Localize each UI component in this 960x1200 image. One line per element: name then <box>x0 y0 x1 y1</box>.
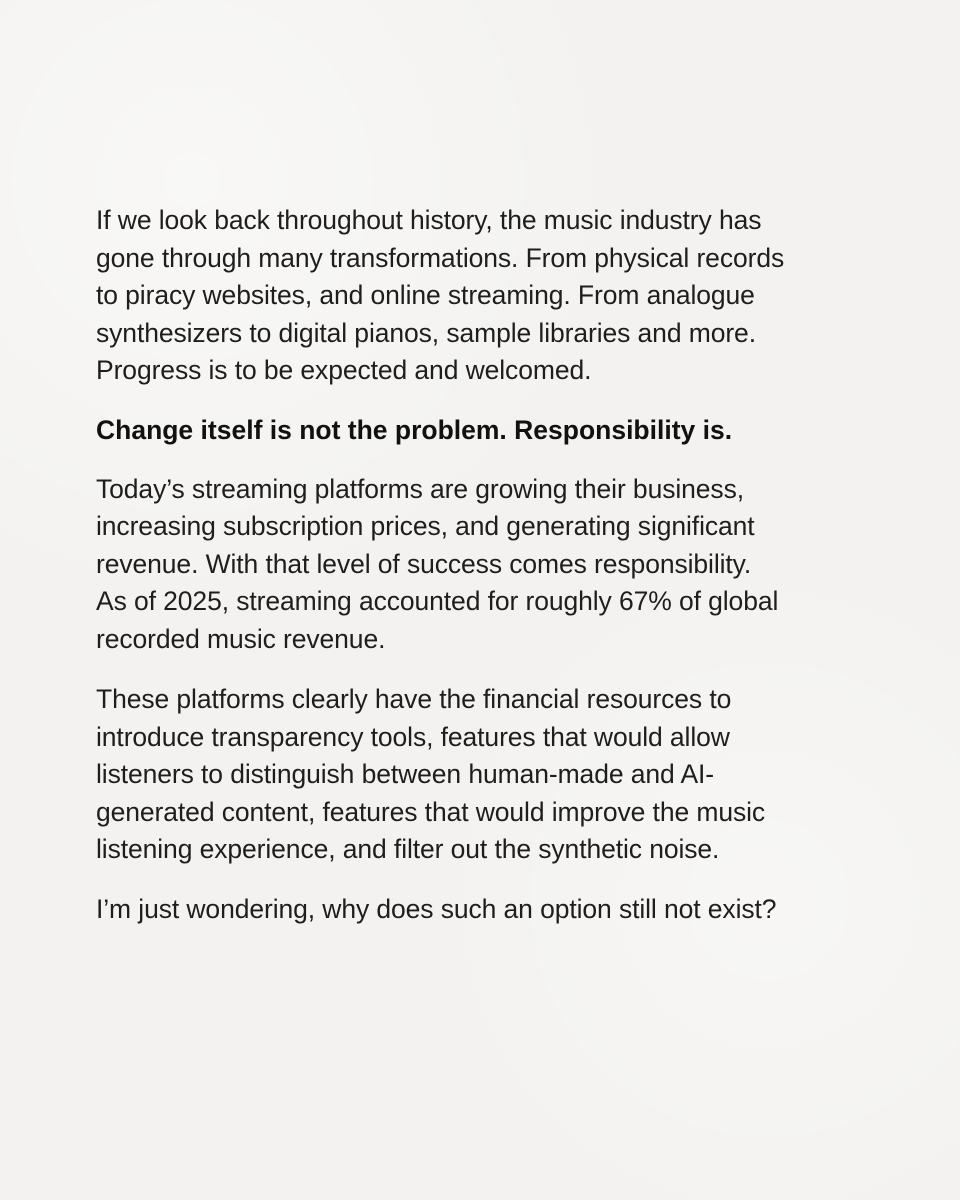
highlight-statement: Change itself is not the problem. Responsibility is. <box>96 414 733 445</box>
paragraph-question: I’m just wondering, why does such an option still not exist? <box>96 893 777 924</box>
paragraph-transparency-tools: These platforms clearly have the financial resources to introduce transparency tools, features that would allow listeners to distinguish between human-made and AI- generated content, features that would improve the music listening experience, and filter out the synthetic noise. <box>96 684 766 864</box>
paragraph-history: If we look back throughout history, the music industry has gone through many transformations. From physical records to piracy websites, and online streaming. From analogue synthesizers to digital pianos, sample libraries and more. Progress is to be expected and welcomed. <box>96 205 785 385</box>
article-body <box>96 202 856 928</box>
paragraph-streaming-platforms: Today’s streaming platforms are growing their business, increasing subscription prices, and generating significant revenue. With that level of success comes responsibility. As of 2025, streaming accounted for roughly 67% of global recorded music revenue. <box>96 473 779 654</box>
